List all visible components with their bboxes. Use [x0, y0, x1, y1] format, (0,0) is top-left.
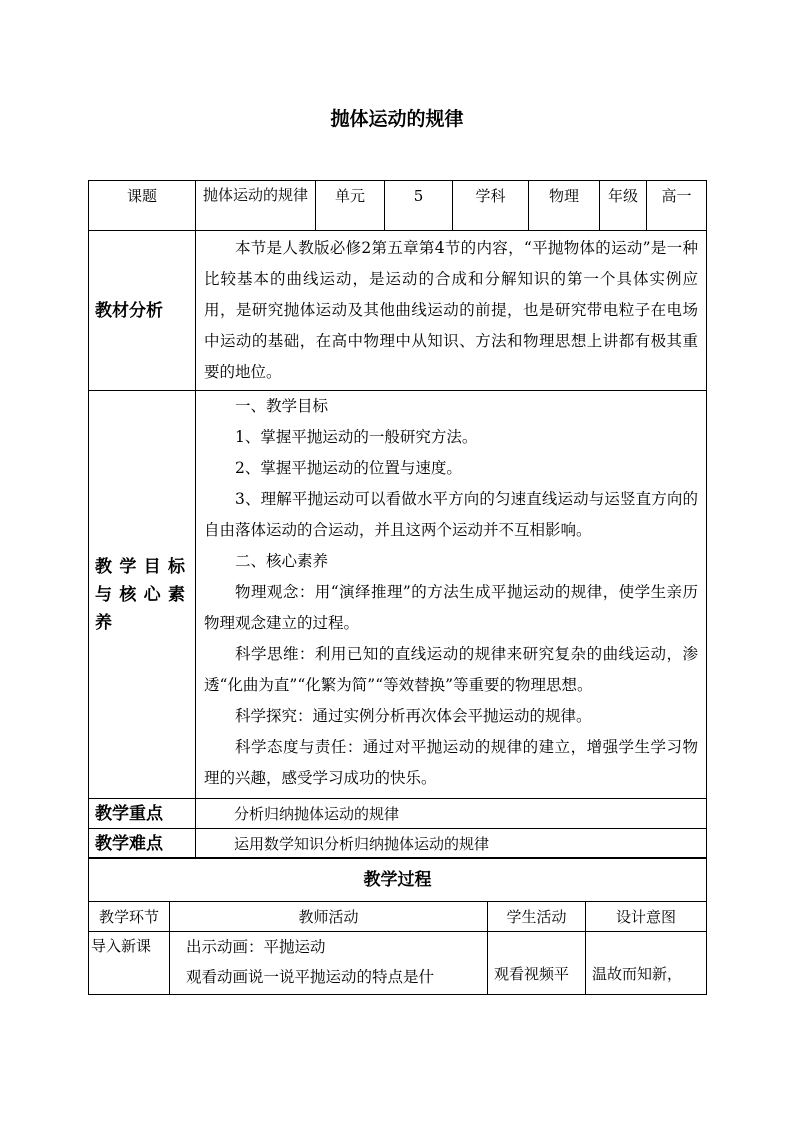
header-stage: 教学环节	[89, 902, 170, 932]
process-header-row	[89, 902, 707, 932]
topic-value: 抛体运动的规律	[196, 181, 316, 231]
difficult-point-label: 教学难点	[89, 829, 196, 859]
key-point-text: 分析归纳抛体运动的规律	[196, 799, 707, 829]
teacher-line-2: 观看动画说一说平抛运动的特点是什	[186, 968, 435, 986]
lesson-info-table	[88, 180, 707, 859]
literacy-item-1: 物理观念：用“演绎推理”的方法生成平抛运动的规律，使学生亲历物理观念建立的过程。	[204, 583, 698, 632]
teacher-line-1: 出示动画：平抛运动	[186, 938, 326, 956]
goals-heading-2: 二、核心素养	[235, 552, 329, 570]
analysis-text: 本节是人教版必修2第五章第4节的内容，“平抛物体的运动”是一种比较基本的曲线运动，是运动的合成和分解知识的第一个具体实例应用，是研究抛体运动及其他曲线运动的前提，也是研究带电粒子在电场中运动的基础，在高中物理中从知识、方法和物理思想上讲都有极其重要的地位。	[204, 239, 698, 381]
literacy-item-4: 科学态度与责任：通过对平抛运动的规律的建立，增强学生学习物理的兴趣，感受学习成功的快乐。	[204, 738, 698, 787]
topic-label: 课题	[89, 181, 196, 231]
key-point-label: 教学重点	[89, 799, 196, 829]
grade-value: 高一	[647, 181, 707, 231]
student-cell: 观看视频平	[488, 932, 586, 995]
difficult-point-row	[89, 829, 707, 859]
unit-value: 5	[385, 181, 453, 231]
key-point-row	[89, 799, 707, 829]
goals-heading-1: 一、教学目标	[235, 397, 329, 415]
goals-label: 教学目标与核心素养	[89, 391, 196, 799]
unit-label: 单元	[316, 181, 385, 231]
goal-item-3: 3、理解平抛运动可以看做水平方向的匀速直线运动与运竖直方向的自由落体运动的合运动，并且这两个运动并不互相影响。	[204, 490, 698, 539]
teacher-cell	[170, 932, 488, 995]
header-teacher: 教师活动	[170, 902, 488, 932]
document-title: 抛体运动的规律	[330, 108, 464, 130]
subject-value: 物理	[529, 181, 600, 231]
literacy-item-3: 科学探究：通过实例分析再次体会平抛运动的规律。	[235, 707, 592, 725]
header-student: 学生活动	[488, 902, 586, 932]
goals-row	[89, 391, 707, 799]
subject-label: 学科	[453, 181, 529, 231]
header-intent: 设计意图	[586, 902, 707, 932]
goals-cell	[196, 391, 707, 799]
process-title: 教学过程	[89, 858, 707, 902]
stage-cell: 导入新课	[89, 932, 170, 995]
intent-cell: 温故而知新，	[586, 932, 707, 995]
difficult-point-text: 运用数学知识分析归纳抛体运动的规律	[196, 829, 707, 859]
goal-item-2: 2、掌握平抛运动的位置与速度。	[235, 459, 462, 477]
analysis-row	[89, 231, 707, 391]
process-row	[89, 932, 707, 995]
process-table	[88, 857, 707, 995]
grade-label: 年级	[600, 181, 647, 231]
analysis-label: 教材分析	[89, 231, 196, 391]
info-row	[89, 181, 707, 231]
goal-item-1: 1、掌握平抛运动的一般研究方法。	[235, 428, 478, 446]
analysis-cell	[196, 231, 707, 391]
literacy-item-2: 科学思维：利用已知的直线运动的规律来研究复杂的曲线运动，渗透“化曲为直”“化繁为简”“等效替换”等重要的物理思想。	[204, 645, 698, 694]
